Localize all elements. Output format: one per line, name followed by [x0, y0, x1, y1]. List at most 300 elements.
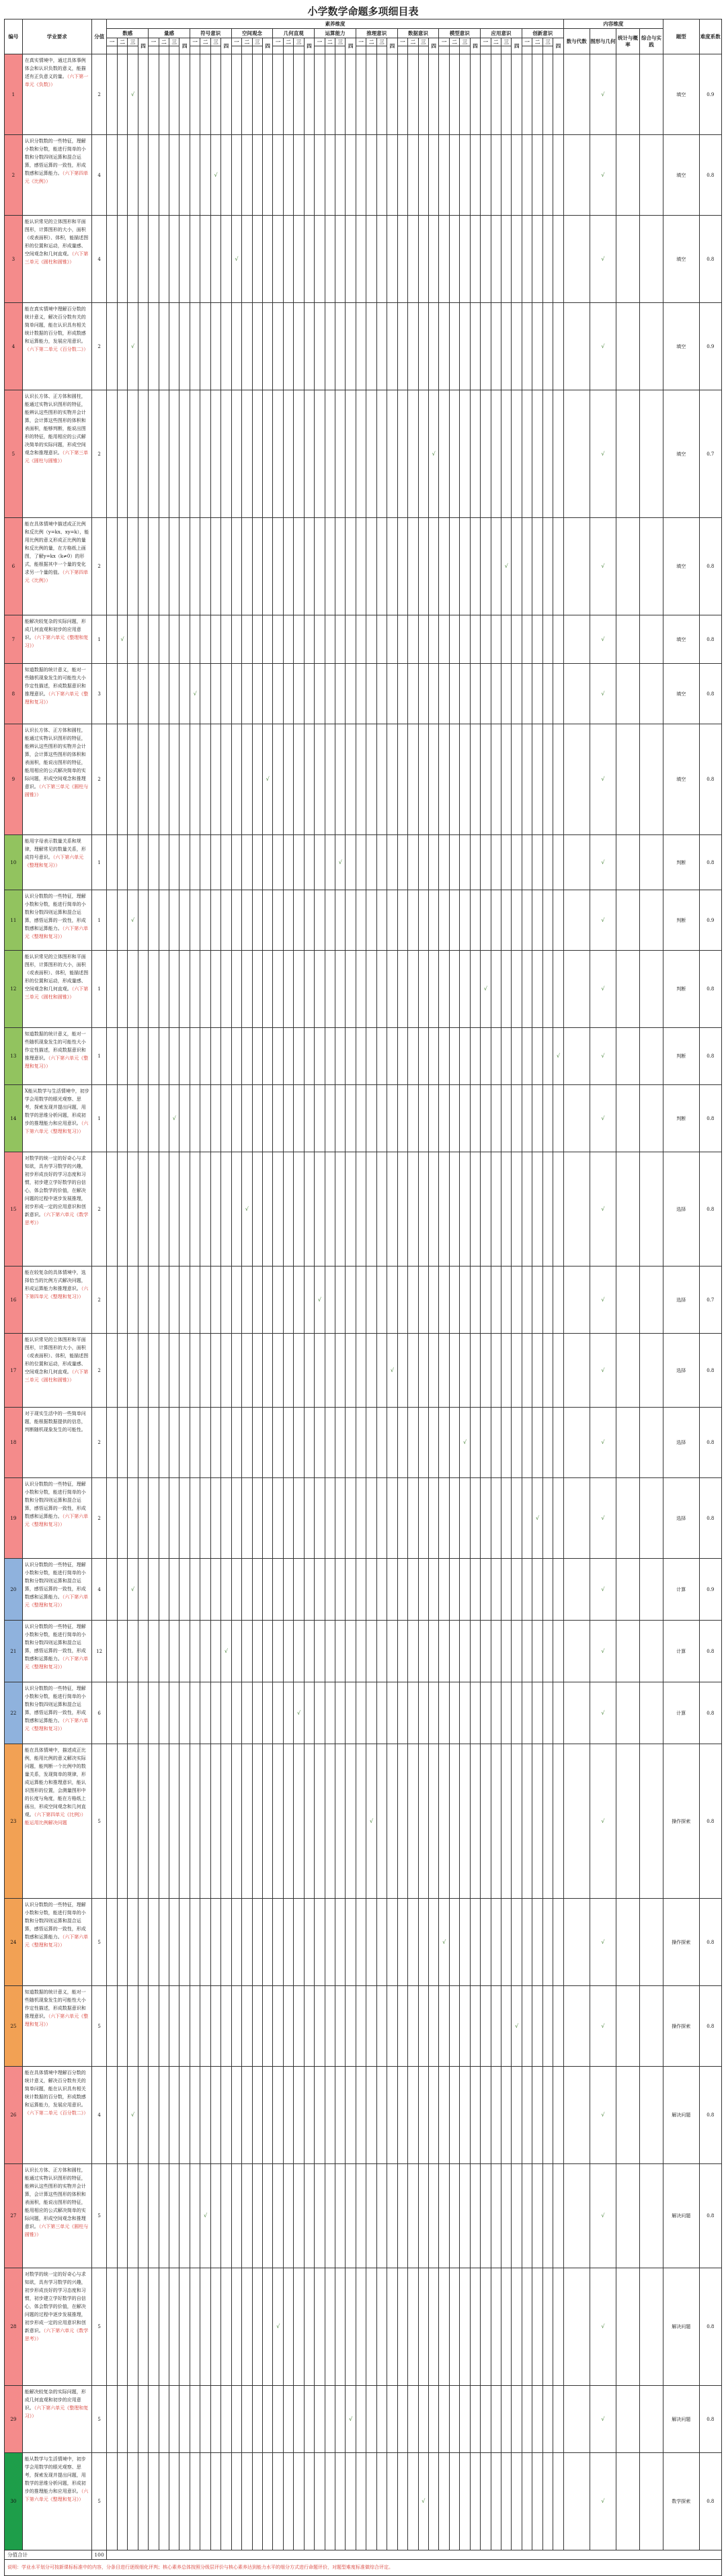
literacy-cell — [460, 1682, 470, 1744]
literacy-cell — [387, 951, 397, 1028]
row-type: 填空 — [663, 390, 699, 518]
literacy-cell — [315, 1899, 325, 1986]
literacy-cell — [397, 2453, 407, 2550]
literacy-cell — [304, 890, 314, 951]
literacy-cell — [294, 664, 304, 724]
row-type: 填空 — [663, 54, 699, 135]
header-level: 三 — [376, 38, 387, 46]
requirement-ref: （六下第六单元《整理和复习》） — [24, 2405, 89, 2419]
literacy-cell — [242, 1744, 252, 1899]
table-row — [5, 1621, 722, 1682]
literacy-cell — [262, 1986, 272, 2067]
requirement-text: 认识分数数的一些特征，理解小数和分数，能进行简单的小数和分数四则运算和混合运算，感悟运算的一致性，形成数感和运算能力。 — [24, 1562, 86, 1600]
literacy-cell — [117, 890, 127, 951]
literacy-cell — [242, 135, 252, 216]
requirement-text: 能从数学与生活情境中，初步学会用数学的眼光观察、思考，探索发现并提出问题，用数学的思维分析问题，形成初步的推理能力和应用意识。 — [24, 2456, 86, 2494]
literacy-cell — [408, 1744, 418, 1899]
literacy-cell — [470, 2067, 480, 2164]
literacy-cell — [491, 1266, 501, 1334]
literacy-cell — [315, 890, 325, 951]
literacy-cell — [221, 951, 231, 1028]
literacy-cell — [179, 54, 190, 135]
literacy-cell — [470, 1085, 480, 1152]
header-sublevel — [522, 46, 532, 54]
header-sublevel — [460, 46, 470, 54]
literacy-cell — [418, 2067, 428, 2164]
literacy-cell — [356, 1408, 366, 1478]
literacy-cell — [408, 1408, 418, 1478]
content-cell — [563, 1408, 590, 1478]
content-cell: √ — [590, 2164, 616, 2268]
literacy-cell — [128, 615, 138, 664]
content-cell: √ — [590, 664, 616, 724]
literacy-cell — [242, 2067, 252, 2164]
header-score: 分值 — [91, 19, 107, 54]
header-level: 一 — [273, 38, 283, 46]
literacy-cell — [553, 2164, 564, 2268]
content-cell — [639, 1085, 663, 1152]
literacy-cell — [522, 835, 532, 890]
literacy-cell — [159, 2164, 169, 2268]
literacy-cell — [439, 54, 449, 135]
literacy-cell — [366, 724, 376, 835]
literacy-cell — [428, 2067, 438, 2164]
literacy-cell — [128, 1334, 138, 1408]
literacy-cell — [449, 216, 459, 303]
literacy-cell — [294, 1899, 304, 1986]
literacy-cell — [315, 951, 325, 1028]
literacy-cell — [294, 724, 304, 835]
footnote: 说明：学业水平划分可按新课标标准中的内容，分条目进行逐级细化评判；核心素养总体按照分级层评价与核心素养达到能力水平的细分方式进行命题评价，对题型难度标准做综合评定。 — [5, 2560, 722, 2576]
literacy-cell — [117, 216, 127, 303]
literacy-cell — [366, 2067, 376, 2164]
literacy-cell — [428, 1478, 438, 1559]
literacy-cell — [366, 1334, 376, 1408]
header-level: 三 — [128, 38, 138, 46]
literacy-cell — [460, 135, 470, 216]
content-cell — [639, 1028, 663, 1085]
header-level: 四 — [470, 38, 480, 54]
row-score: 4 — [91, 216, 107, 303]
table-row — [5, 54, 722, 135]
literacy-cell — [491, 724, 501, 835]
row-type: 判断 — [663, 835, 699, 890]
literacy-cell — [294, 216, 304, 303]
table-row — [5, 1266, 722, 1334]
literacy-cell — [190, 1085, 200, 1152]
literacy-cell — [149, 303, 159, 390]
literacy-cell — [408, 2453, 418, 2550]
table-row — [5, 1744, 722, 1899]
literacy-cell — [273, 1085, 283, 1152]
literacy-cell — [481, 1621, 491, 1682]
requirement-ref: （六下第四单元《比例》） — [24, 570, 89, 583]
literacy-cell — [481, 303, 491, 390]
literacy-cell — [449, 835, 459, 890]
literacy-cell — [149, 2268, 159, 2386]
literacy-cell — [200, 1152, 210, 1266]
literacy-cell — [522, 1621, 532, 1682]
literacy-cell — [231, 54, 241, 135]
literacy-cell: √ — [532, 1478, 542, 1559]
literacy-cell — [346, 1621, 356, 1682]
total-score: 100 — [91, 2550, 107, 2560]
literacy-cell — [366, 303, 376, 390]
literacy-cell — [149, 664, 159, 724]
literacy-cell — [512, 615, 522, 664]
literacy-cell — [221, 1478, 231, 1559]
literacy-cell — [107, 1478, 117, 1559]
literacy-cell — [512, 1266, 522, 1334]
content-cell: √ — [590, 2067, 616, 2164]
content-cell — [639, 835, 663, 890]
literacy-cell — [138, 890, 148, 951]
literacy-cell — [159, 518, 169, 615]
literacy-cell — [325, 518, 335, 615]
literacy-cell — [294, 2164, 304, 2268]
header-level: 四 — [304, 38, 314, 54]
literacy-cell — [449, 1621, 459, 1682]
literacy-cell — [200, 1028, 210, 1085]
content-cell — [563, 1085, 590, 1152]
literacy-cell — [481, 664, 491, 724]
literacy-cell — [252, 2386, 262, 2453]
header-difficulty: 难度系数 — [699, 19, 721, 54]
literacy-cell — [376, 1478, 387, 1559]
literacy-cell — [210, 1559, 220, 1621]
literacy-cell — [335, 54, 346, 135]
literacy-cell — [200, 1408, 210, 1478]
content-cell: √ — [590, 2386, 616, 2453]
literacy-cell — [335, 1334, 346, 1408]
literacy-cell — [325, 1334, 335, 1408]
literacy-cell — [397, 664, 407, 724]
literacy-cell — [179, 835, 190, 890]
row-type: 选择 — [663, 1478, 699, 1559]
content-cell: √ — [590, 303, 616, 390]
content-cell: √ — [590, 1621, 616, 1682]
literacy-cell — [117, 1682, 127, 1744]
literacy-cell — [210, 303, 220, 390]
literacy-cell — [397, 1408, 407, 1478]
literacy-cell — [221, 2386, 231, 2453]
literacy-cell — [107, 1744, 117, 1899]
row-type: 计算 — [663, 1559, 699, 1621]
literacy-cell — [397, 2268, 407, 2386]
table-row — [5, 615, 722, 664]
literacy-cell — [439, 1559, 449, 1621]
row-id: 5 — [5, 390, 23, 518]
literacy-cell — [200, 303, 210, 390]
literacy-cell — [522, 615, 532, 664]
literacy-cell — [262, 1559, 272, 1621]
literacy-cell — [553, 951, 564, 1028]
content-cell: √ — [590, 1744, 616, 1899]
literacy-cell — [221, 835, 231, 890]
literacy-cell — [470, 1559, 480, 1621]
row-id: 29 — [5, 2386, 23, 2453]
literacy-cell — [553, 890, 564, 951]
content-cell — [616, 1334, 639, 1408]
literacy-cell — [221, 303, 231, 390]
literacy-cell: √ — [190, 664, 200, 724]
literacy-cell — [366, 951, 376, 1028]
literacy-cell — [315, 1986, 325, 2067]
content-cell — [616, 724, 639, 835]
literacy-cell — [418, 1478, 428, 1559]
literacy-cell — [128, 1682, 138, 1744]
requirement-ref: （六下第六单元《整理和复习》） — [24, 2489, 89, 2502]
literacy-cell — [366, 135, 376, 216]
literacy-cell — [522, 135, 532, 216]
literacy-cell — [325, 2268, 335, 2386]
literacy-cell — [138, 303, 148, 390]
content-cell — [616, 1744, 639, 1899]
header-sublevel — [169, 46, 179, 54]
literacy-cell — [304, 2386, 314, 2453]
literacy-cell — [470, 518, 480, 615]
literacy-cell — [376, 1559, 387, 1621]
literacy-cell — [501, 216, 512, 303]
content-cell — [563, 724, 590, 835]
literacy-cell — [356, 951, 366, 1028]
literacy-cell — [169, 1682, 179, 1744]
literacy-cell — [149, 1744, 159, 1899]
literacy-cell — [190, 1744, 200, 1899]
literacy-cell — [210, 835, 220, 890]
literacy-cell — [553, 216, 564, 303]
literacy-cell — [117, 1408, 127, 1478]
literacy-cell — [138, 835, 148, 890]
header-level: 一 — [107, 38, 117, 46]
literacy-cell — [491, 2386, 501, 2453]
row-type: 判断 — [663, 890, 699, 951]
requirement-ref: （六下第一单元《负数》） — [24, 74, 89, 87]
requirement-text: X能从数学与生活情境中，初步学会用数学的眼光观察、思考，探索发现并提出问题，用数学的思维分析问题，形成初步的推理能力和应用意识。 — [24, 1088, 89, 1126]
literacy-cell — [470, 1266, 480, 1334]
content-cell — [616, 2164, 639, 2268]
literacy-cell — [449, 1744, 459, 1899]
literacy-cell — [346, 1266, 356, 1334]
literacy-cell — [262, 1408, 272, 1478]
literacy-cell — [200, 1266, 210, 1334]
literacy-cell — [553, 518, 564, 615]
literacy-cell — [356, 1152, 366, 1266]
literacy-cell — [273, 390, 283, 518]
header-sublevel — [481, 46, 491, 54]
literacy-cell — [356, 1266, 366, 1334]
literacy-cell — [418, 518, 428, 615]
literacy-cell — [408, 2164, 418, 2268]
literacy-cell — [159, 1559, 169, 1621]
literacy-cell — [221, 1682, 231, 1744]
literacy-cell — [439, 1028, 449, 1085]
literacy-cell — [304, 1085, 314, 1152]
header-literacy-group: 空间观念 — [231, 29, 273, 38]
literacy-cell — [481, 1478, 491, 1559]
literacy-cell — [532, 54, 542, 135]
content-cell — [639, 951, 663, 1028]
row-score: 4 — [91, 1559, 107, 1621]
literacy-cell — [159, 2386, 169, 2453]
literacy-cell — [522, 2453, 532, 2550]
literacy-cell — [169, 216, 179, 303]
content-cell: √ — [590, 1334, 616, 1408]
literacy-cell — [138, 2453, 148, 2550]
content-cell — [639, 54, 663, 135]
literacy-cell — [481, 54, 491, 135]
header-sublevel — [335, 46, 346, 54]
literacy-cell — [252, 1478, 262, 1559]
row-type: 填空 — [663, 664, 699, 724]
literacy-cell — [283, 1559, 293, 1621]
content-cell: √ — [590, 518, 616, 615]
literacy-cell — [460, 2386, 470, 2453]
table-row — [5, 1682, 722, 1744]
literacy-cell — [512, 1028, 522, 1085]
header-sublevel — [252, 46, 262, 54]
literacy-cell — [532, 890, 542, 951]
requirement-ref: （六下第二单元《百分数二》） — [24, 347, 89, 352]
literacy-cell — [439, 2067, 449, 2164]
literacy-cell — [522, 390, 532, 518]
literacy-cell — [470, 2268, 480, 2386]
row-type: 计算 — [663, 1682, 699, 1744]
literacy-cell — [200, 390, 210, 518]
requirement-ref: （六下第六单元《整理和复习》） — [24, 855, 84, 868]
literacy-cell — [128, 1621, 138, 1682]
row-score: 2 — [91, 1408, 107, 1478]
content-cell — [563, 2453, 590, 2550]
literacy-cell — [387, 1682, 397, 1744]
literacy-cell — [356, 2386, 366, 2453]
literacy-cell — [169, 518, 179, 615]
content-cell — [616, 1478, 639, 1559]
literacy-cell — [376, 2164, 387, 2268]
literacy-cell: √ — [553, 1028, 564, 1085]
literacy-cell — [408, 518, 418, 615]
content-cell — [616, 1028, 639, 1085]
requirement-ref: （六下第六单元《整理和复习》） — [24, 2014, 89, 2027]
literacy-cell — [221, 1899, 231, 1986]
literacy-cell — [242, 1028, 252, 1085]
literacy-cell — [387, 1478, 397, 1559]
content-cell — [563, 303, 590, 390]
literacy-cell — [149, 1899, 159, 1986]
literacy-cell — [128, 724, 138, 835]
literacy-cell — [346, 664, 356, 724]
literacy-cell — [408, 2386, 418, 2453]
literacy-cell — [262, 303, 272, 390]
row-type: 判断 — [663, 1028, 699, 1085]
literacy-cell — [107, 1621, 117, 1682]
literacy-cell — [346, 1478, 356, 1559]
literacy-cell — [169, 2067, 179, 2164]
literacy-cell: √ — [273, 2268, 283, 2386]
literacy-cell — [512, 2386, 522, 2453]
literacy-cell — [252, 1682, 262, 1744]
header-level: 三 — [335, 38, 346, 46]
literacy-cell — [304, 951, 314, 1028]
literacy-cell — [190, 2164, 200, 2268]
requirement-text: 认识长方体、正方体和圆柱，能通过实物认识图形的特征，能辨认这些图形的实物并会计算，会计算这些图形的体积和表面积，能够判断，能说出图形的特征，能用相应的公式解决简单的实际问题，形成空间观念和推理意识。 — [24, 394, 86, 456]
content-cell — [616, 2386, 639, 2453]
literacy-cell — [512, 2067, 522, 2164]
literacy-cell — [460, 1334, 470, 1408]
literacy-cell — [356, 1621, 366, 1682]
literacy-cell — [460, 303, 470, 390]
literacy-cell — [408, 724, 418, 835]
literacy-cell — [481, 2268, 491, 2386]
row-type: 填空 — [663, 216, 699, 303]
literacy-cell — [117, 664, 127, 724]
header-level: 一 — [356, 38, 366, 46]
row-id: 19 — [5, 1478, 23, 1559]
literacy-cell — [439, 390, 449, 518]
header-literacy-group: 几何直观 — [273, 29, 315, 38]
literacy-cell — [190, 1152, 200, 1266]
literacy-cell — [159, 2268, 169, 2386]
literacy-cell — [335, 1028, 346, 1085]
table-row — [5, 2453, 722, 2550]
literacy-cell — [138, 664, 148, 724]
literacy-cell — [542, 1408, 553, 1478]
literacy-cell — [252, 1559, 262, 1621]
literacy-cell — [542, 2067, 553, 2164]
literacy-cell — [262, 1152, 272, 1266]
literacy-cell — [439, 1334, 449, 1408]
literacy-cell — [532, 1621, 542, 1682]
literacy-cell — [242, 2453, 252, 2550]
header-sublevel — [376, 46, 387, 54]
row-score: 5 — [91, 2386, 107, 2453]
literacy-cell — [200, 835, 210, 890]
literacy-cell — [283, 216, 293, 303]
literacy-cell — [231, 724, 241, 835]
literacy-cell — [117, 951, 127, 1028]
literacy-cell — [532, 2164, 542, 2268]
literacy-cell — [107, 303, 117, 390]
literacy-cell — [200, 1559, 210, 1621]
row-difficulty: 0.8 — [699, 2164, 721, 2268]
requirement-ref: （六下第三单元《圆柱与圆锥》） — [24, 450, 89, 464]
literacy-cell — [512, 951, 522, 1028]
content-cell: √ — [590, 54, 616, 135]
literacy-cell — [315, 390, 325, 518]
literacy-cell — [149, 54, 159, 135]
content-cell — [563, 135, 590, 216]
literacy-cell — [397, 1266, 407, 1334]
requirement-text: 认识分数数的一些特征，理解小数和分数，能进行简单的小数和分数四则运算和混合运算，感悟运算的一致性，形成数感和运算能力。 — [24, 1482, 86, 1519]
requirement-ref: （六下第六单元《整理和复习》） — [24, 635, 89, 648]
requirement-text: 认识分数数的一些特征，理解小数和分数，能进行简单的小数和分数四则运算和混合运算，感悟运算的一致性，形成数感和运算能力。 — [24, 1902, 86, 1940]
row-id: 17 — [5, 1334, 23, 1408]
literacy-cell — [532, 1408, 542, 1478]
row-id: 11 — [5, 890, 23, 951]
literacy-cell — [439, 2386, 449, 2453]
content-cell — [616, 2067, 639, 2164]
literacy-cell — [542, 835, 553, 890]
literacy-cell — [397, 724, 407, 835]
literacy-cell — [242, 724, 252, 835]
requirement-ref: （六下第六单元《整理和复习》） — [24, 1594, 89, 1608]
row-id: 1 — [5, 54, 23, 135]
literacy-cell — [190, 2268, 200, 2386]
literacy-cell — [532, 1152, 542, 1266]
literacy-cell — [200, 518, 210, 615]
literacy-cell — [418, 1266, 428, 1334]
literacy-cell — [470, 1408, 480, 1478]
